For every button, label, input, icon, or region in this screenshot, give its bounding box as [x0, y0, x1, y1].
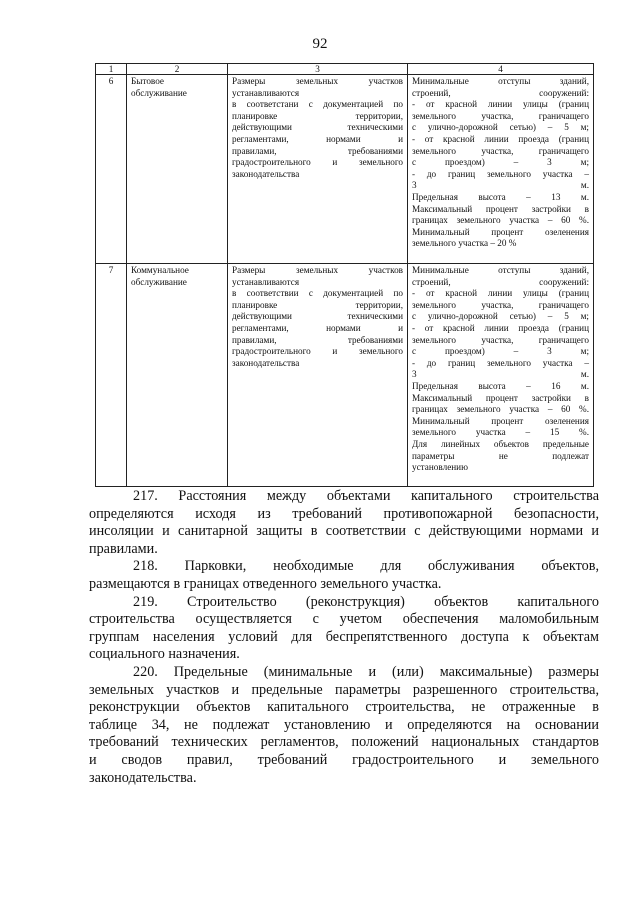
text-line: Для линейных объектов предельные — [412, 438, 589, 449]
table-header-row — [96, 64, 594, 75]
text-line: строений, сооружений: — [412, 87, 589, 98]
text-line: земельного участка, граничащего — [412, 334, 589, 345]
text-line: социального назначения. — [89, 646, 240, 663]
use-name-cell — [127, 75, 228, 264]
text-line: Предельная высота – 13 м. — [412, 191, 589, 202]
text-line: - от красной линии улицы (границ — [412, 99, 589, 110]
paragraph-217 — [89, 488, 599, 558]
text-line: с улично-дорожной сетью) – 5 м; — [412, 122, 589, 133]
text-line: 220. Предельные (минимальные и (или) максимальные) размеры — [133, 663, 599, 680]
plot-sizes-cell — [228, 75, 408, 264]
text-line: - до границ земельного участка – — [412, 357, 589, 368]
text-line: размещаются в границах отведенного земельного участка. — [89, 575, 442, 592]
text-line: Минимальные отступы зданий, — [412, 265, 589, 275]
text-line: Минимальный процент озеленения — [412, 226, 589, 237]
text-line: действующими техническими — [232, 122, 403, 133]
table-header-cell: 3 — [228, 64, 408, 75]
text-line: Минимальный процент озеленения — [412, 415, 589, 426]
paragraph-219 — [89, 594, 599, 664]
text-line: правилами, требованиями — [232, 145, 403, 156]
build-params-cell — [408, 264, 594, 487]
text-line: требований технических регламентов, положений национальных стандартов — [89, 734, 599, 751]
text-line: с улично-дорожной сетью) – 5 м; — [412, 311, 589, 322]
text-line: обслуживание — [131, 276, 187, 287]
text-line: инсоляции и санитарной защиты в соответствии с действующими нормами и — [89, 523, 599, 540]
text-line: - от красной линии проезда (границ — [412, 133, 589, 144]
text-line: - от красной линии проезда (границ — [412, 322, 589, 333]
text-line: и сводов правил, требований градостроительного и земельного — [89, 751, 599, 768]
text-line: Размеры земельных участков — [232, 265, 403, 275]
text-line: - до границ земельного участка – — [412, 168, 589, 179]
text-line: обслуживание — [131, 87, 187, 98]
table-header-cell: 4 — [408, 64, 594, 75]
text-line: земельного участка, граничащего — [412, 145, 589, 156]
paragraph-218 — [89, 558, 599, 593]
text-line: границах земельного участка – 60 %. — [412, 215, 589, 226]
text-line: 218. Парковки, необходимые для обслуживания объектов, — [133, 558, 599, 575]
text-line: действующими техническими — [232, 311, 403, 322]
table-header-cell: 2 — [127, 64, 228, 75]
text-line: Максимальный процент застройки в — [412, 392, 589, 403]
text-line: - от красной линии улицы (границ — [412, 288, 589, 299]
text-line: параметры не подлежат — [412, 450, 589, 461]
build-params-cell — [408, 75, 594, 264]
text-line: 3 м. — [412, 180, 589, 191]
text-line: установлению — [412, 462, 468, 473]
text-line: границах земельного участка – 60 %. — [412, 404, 589, 415]
plot-sizes-cell — [228, 264, 408, 487]
row-number-cell: 6 — [96, 75, 127, 264]
text-line: с проездом) – 3 м; — [412, 157, 589, 168]
text-line: законодательства — [232, 168, 300, 179]
text-line: правилами, требованиями — [232, 334, 403, 345]
text-line: регламентами, нормами и — [232, 133, 403, 144]
text-line: устанавливаются — [232, 276, 300, 287]
text-line: Минимальные отступы зданий, — [412, 76, 589, 86]
text-line: правилами. — [89, 540, 158, 557]
text-line: земельного участка, граничащего — [412, 110, 589, 121]
text-line: группам населения условий для беспрепятственного доступа к объектам — [89, 628, 599, 645]
text-line: таблице 34, не подлежат установлению и определяются на основании — [89, 716, 599, 733]
regulations-table — [95, 63, 594, 487]
text-line: земельных участков и предельные параметры разрешенного строительства, — [89, 681, 599, 698]
text-line: 3 м. — [412, 369, 589, 380]
text-line: земельного участка, граничащего — [412, 299, 589, 310]
text-line: реконструкции объектов капитального строительства, не отраженные в — [89, 699, 599, 716]
use-name-cell — [127, 264, 228, 487]
text-line: градостроительного и земельного — [232, 346, 403, 357]
text-line: в соответствии с документацией по — [232, 288, 403, 299]
text-line: регламентами, нормами и — [232, 322, 403, 333]
text-line: в соответстани с документацией по — [232, 99, 403, 110]
body-text — [89, 488, 599, 787]
table-row — [96, 75, 594, 264]
text-line: строений, сооружений: — [412, 276, 589, 287]
text-line: градостроительного и земельного — [232, 157, 403, 168]
text-line: Размеры земельных участков — [232, 76, 403, 86]
text-line: Максимальный процент застройки в — [412, 203, 589, 214]
text-line: планировке территории, — [232, 299, 403, 310]
text-line: земельного участка – 15 %. — [412, 427, 589, 438]
text-line: законодательства. — [89, 769, 197, 786]
text-line: земельного участка – 20 % — [412, 238, 517, 249]
text-line: 217. Расстояния между объектами капитального строительства — [133, 488, 599, 504]
text-line: строительства осуществляется с учетом обеспечения маломобильным — [89, 611, 599, 628]
text-line: законодательства — [232, 357, 300, 368]
page-number: 92 — [312, 36, 328, 52]
text-line: определяются исходя из требований противопожарной безопасности, — [89, 505, 599, 522]
text-line: 219. Строительство (реконструкция) объектов капитального — [133, 593, 599, 610]
text-line: планировке территории, — [232, 110, 403, 121]
text-line: Предельная высота – 16 м. — [412, 380, 589, 391]
paragraph-220 — [89, 664, 599, 787]
text-line: Бытовое — [131, 76, 164, 86]
text-line: устанавливаются — [232, 87, 300, 98]
row-number-cell: 7 — [96, 264, 127, 487]
table-header-cell: 1 — [96, 64, 127, 75]
table-row — [96, 264, 594, 487]
text-line: Коммунальное — [131, 265, 189, 275]
text-line: с проездом) – 3 м; — [412, 346, 589, 357]
